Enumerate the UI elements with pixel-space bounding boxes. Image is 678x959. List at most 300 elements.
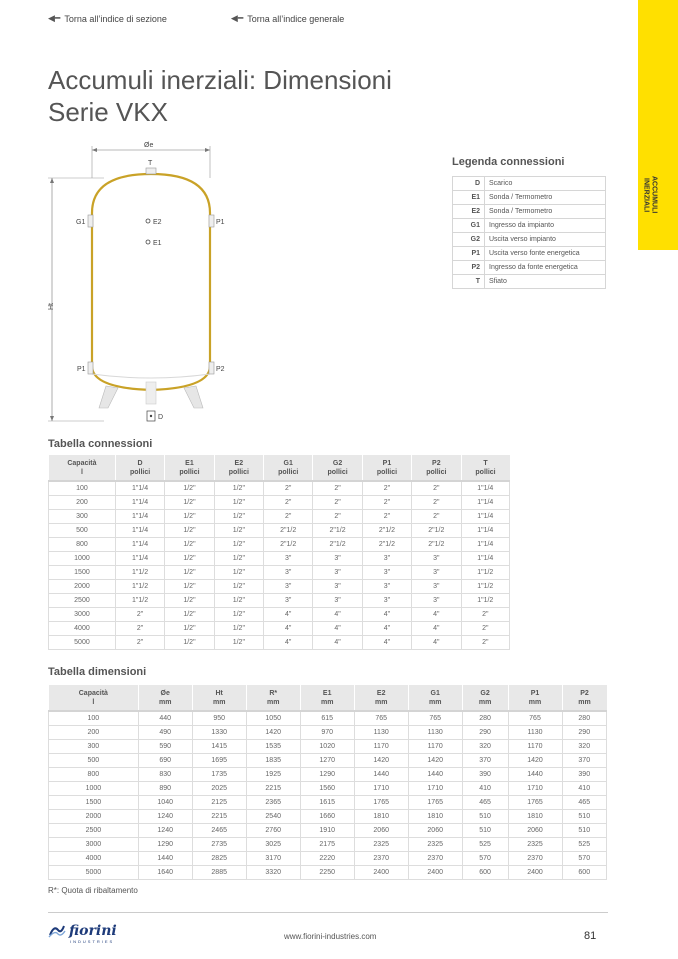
table-cell: 590 — [138, 739, 192, 753]
table-cell: 4" — [313, 607, 362, 621]
table-cell: 1170 — [354, 739, 408, 753]
section-side-tab — [638, 0, 678, 250]
table-cell: 490 — [138, 725, 192, 739]
table-cell: 2"1/2 — [412, 537, 461, 551]
column-header: E2 mm — [354, 685, 408, 711]
table-cell: 410 — [562, 781, 607, 795]
table-cell: 2" — [115, 635, 164, 649]
table-row — [49, 495, 510, 509]
table-cell: 4" — [412, 621, 461, 635]
table-row — [49, 809, 607, 823]
table-cell: 525 — [562, 837, 607, 851]
table-cell: 1050 — [246, 711, 300, 725]
table-cell: 1735 — [192, 767, 246, 781]
table-row — [49, 523, 510, 537]
table-cell: 1"1/4 — [461, 495, 509, 509]
table-row — [49, 795, 607, 809]
table-row — [49, 509, 510, 523]
legend-row: E1 Sonda / Termometro — [453, 191, 606, 205]
table-row — [49, 537, 510, 551]
table-cell: 2370 — [408, 851, 462, 865]
table-row — [49, 481, 510, 495]
table-cell: 3" — [264, 551, 313, 565]
table-cell: 4" — [362, 621, 411, 635]
g1-label: G1 — [76, 219, 86, 226]
table-cell: 4" — [264, 635, 313, 649]
tank-body — [92, 174, 210, 390]
table-cell: 2"1/2 — [313, 537, 362, 551]
page-title: Accumuli inerziali: Dimensioni Serie VKX — [48, 65, 392, 127]
table-cell: 2" — [362, 495, 411, 509]
column-header: R* mm — [246, 685, 300, 711]
table-cell: 5000 — [49, 635, 116, 649]
table-row — [49, 711, 607, 725]
legend-table — [452, 176, 606, 289]
table-cell: 280 — [462, 711, 508, 725]
table-cell: 3025 — [246, 837, 300, 851]
height-label: Ht — [48, 303, 55, 310]
table-cell: 1270 — [300, 753, 354, 767]
table-cell: 1810 — [354, 809, 408, 823]
table-cell: 3" — [313, 593, 362, 607]
table-cell: 2" — [264, 495, 313, 509]
table-cell: 2"1/2 — [264, 523, 313, 537]
table-cell: 1810 — [508, 809, 562, 823]
table-cell: 1910 — [300, 823, 354, 837]
legend-row: P2 Ingresso da fonte energetica — [453, 261, 606, 275]
table-cell: 1/2" — [165, 523, 214, 537]
table-cell: 1420 — [508, 753, 562, 767]
table-cell: 1/2" — [165, 579, 214, 593]
top-nav — [48, 13, 344, 24]
column-header: Øe mm — [138, 685, 192, 711]
table-cell: 1710 — [354, 781, 408, 795]
table-cell: 3" — [412, 579, 461, 593]
table-cell: 1/2" — [165, 565, 214, 579]
table-cell: 1170 — [508, 739, 562, 753]
table-cell: 3" — [412, 565, 461, 579]
table-cell: 2" — [412, 495, 461, 509]
table-cell: 1020 — [300, 739, 354, 753]
table-cell: 4000 — [49, 851, 139, 865]
table-cell: 510 — [462, 823, 508, 837]
table-cell: 3000 — [49, 837, 139, 851]
table-cell: 2400 — [354, 865, 408, 879]
table-cell: 1"1/4 — [461, 509, 509, 523]
table-cell: 4" — [362, 607, 411, 621]
table-cell: 2400 — [408, 865, 462, 879]
table-cell: 100 — [49, 711, 139, 725]
table-cell: 4" — [264, 621, 313, 635]
table-cell: 1290 — [138, 837, 192, 851]
table-cell: 1/2" — [214, 481, 263, 495]
table-cell: 1130 — [508, 725, 562, 739]
column-header: P2 pollici — [412, 455, 461, 481]
table-cell: 2220 — [300, 851, 354, 865]
table-row — [49, 767, 607, 781]
table-cell: 970 — [300, 725, 354, 739]
dimensions-title: Tabella dimensioni — [48, 666, 147, 678]
table-cell: 2370 — [354, 851, 408, 865]
table-cell: 1130 — [354, 725, 408, 739]
table-cell: 2370 — [508, 851, 562, 865]
column-header: G1 pollici — [264, 455, 313, 481]
table-cell: 2" — [362, 481, 411, 495]
table-cell: 2735 — [192, 837, 246, 851]
table-cell: 370 — [462, 753, 508, 767]
table-row — [49, 593, 510, 607]
table-cell: 2465 — [192, 823, 246, 837]
table-cell: 1925 — [246, 767, 300, 781]
table-cell: 3170 — [246, 851, 300, 865]
table-cell: 890 — [138, 781, 192, 795]
table-cell: 2215 — [192, 809, 246, 823]
table-cell: 1/2" — [165, 551, 214, 565]
table-cell: 2325 — [508, 837, 562, 851]
table-cell: 2000 — [49, 809, 139, 823]
column-header: E1 pollici — [165, 455, 214, 481]
table-cell: 2" — [264, 509, 313, 523]
table-cell: 2825 — [192, 851, 246, 865]
table-row — [49, 551, 510, 565]
table-cell: 1/2" — [165, 495, 214, 509]
table-cell: 200 — [49, 725, 139, 739]
table-cell: 1/2" — [214, 635, 263, 649]
table-cell: 1"1/4 — [461, 551, 509, 565]
table-cell: 1/2" — [214, 537, 263, 551]
table-cell: 465 — [562, 795, 607, 809]
column-header: P1 mm — [508, 685, 562, 711]
legend-row: P1 Uscita verso fonte energetica — [453, 247, 606, 261]
table-cell: 510 — [562, 823, 607, 837]
table-cell: 1330 — [192, 725, 246, 739]
table-cell: 290 — [562, 725, 607, 739]
legend-row: D Scarico — [453, 177, 606, 191]
table-cell: 2" — [313, 509, 362, 523]
table-cell: 1535 — [246, 739, 300, 753]
table-cell: 2" — [461, 607, 509, 621]
legend-row: G1 Ingresso da impianto — [453, 219, 606, 233]
table-cell: 2025 — [192, 781, 246, 795]
tank-leg-left — [99, 386, 118, 408]
table-cell: 1"1/2 — [461, 593, 509, 607]
column-header: T pollici — [461, 455, 509, 481]
table-cell: 100 — [49, 481, 116, 495]
table-cell: 1420 — [246, 725, 300, 739]
table-cell: 1290 — [300, 767, 354, 781]
table-row — [49, 725, 607, 739]
table-cell: 390 — [562, 767, 607, 781]
table-cell: 690 — [138, 753, 192, 767]
tank-leg-right — [184, 386, 203, 408]
table-cell: 570 — [562, 851, 607, 865]
table-cell: 2060 — [408, 823, 462, 837]
table-cell: 510 — [562, 809, 607, 823]
column-header: E1 mm — [300, 685, 354, 711]
table-cell: 1"1/4 — [115, 537, 164, 551]
table-cell: 1000 — [49, 781, 139, 795]
table-cell: 1000 — [49, 551, 116, 565]
table-cell: 1"1/2 — [115, 593, 164, 607]
table-cell: 4" — [313, 635, 362, 649]
table-cell: 1710 — [508, 781, 562, 795]
table-cell: 765 — [354, 711, 408, 725]
table-cell: 1040 — [138, 795, 192, 809]
table-cell: 2125 — [192, 795, 246, 809]
table-row — [49, 607, 510, 621]
table-cell: 1765 — [354, 795, 408, 809]
table-row — [49, 781, 607, 795]
table-cell: 2325 — [354, 837, 408, 851]
table-cell: 1/2" — [214, 495, 263, 509]
table-cell: 1"1/2 — [115, 565, 164, 579]
website-url[interactable]: www.fiorini-industries.com — [284, 932, 377, 941]
legend-row: T Sfiato — [453, 275, 606, 289]
table-cell: 1/2" — [165, 607, 214, 621]
table-cell: 1810 — [408, 809, 462, 823]
table-cell: 4" — [362, 635, 411, 649]
table-row — [49, 739, 607, 753]
table-cell: 3" — [412, 551, 461, 565]
back-arrow-icon: ◀━ — [230, 13, 244, 23]
column-header: D pollici — [115, 455, 164, 481]
table-cell: 1/2" — [165, 481, 214, 495]
table-header-row — [49, 685, 607, 711]
table-cell: 1170 — [408, 739, 462, 753]
table-cell: 1"1/4 — [115, 495, 164, 509]
table-cell: 2"1/2 — [313, 523, 362, 537]
table-cell: 2" — [264, 481, 313, 495]
table-cell: 1440 — [508, 767, 562, 781]
table-cell: 1440 — [408, 767, 462, 781]
table-cell: 615 — [300, 711, 354, 725]
t-label: T — [148, 160, 153, 167]
table-cell: 1/2" — [165, 635, 214, 649]
footnote: R*: Quota di ribaltamento — [48, 886, 138, 895]
table-cell: 290 — [462, 725, 508, 739]
legend-row: G2 Uscita verso impianto — [453, 233, 606, 247]
table-row — [49, 851, 607, 865]
table-cell: 1/2" — [165, 621, 214, 635]
table-cell: 3" — [264, 593, 313, 607]
table-cell: 3" — [313, 565, 362, 579]
table-cell: 3" — [362, 579, 411, 593]
table-row — [49, 635, 510, 649]
table-cell: 1130 — [408, 725, 462, 739]
table-cell: 2" — [115, 607, 164, 621]
table-header-row — [49, 455, 510, 481]
table-cell: 2250 — [300, 865, 354, 879]
table-row — [49, 823, 607, 837]
table-cell: 2" — [461, 621, 509, 635]
table-row — [49, 565, 510, 579]
connection-legend — [452, 156, 612, 289]
table-cell: 2500 — [49, 823, 139, 837]
back-arrow-icon: ◀━ — [48, 13, 61, 23]
table-cell: 1440 — [138, 851, 192, 865]
table-cell: 5000 — [49, 865, 139, 879]
table-cell: 2215 — [246, 781, 300, 795]
table-cell: 2325 — [408, 837, 462, 851]
table-cell: 2540 — [246, 809, 300, 823]
table-cell: 4" — [412, 607, 461, 621]
table-cell: 410 — [462, 781, 508, 795]
table-cell: 510 — [462, 809, 508, 823]
table-cell: 1640 — [138, 865, 192, 879]
table-row — [49, 579, 510, 593]
table-cell: 200 — [49, 495, 116, 509]
table-cell: 1765 — [408, 795, 462, 809]
table-cell: 1/2" — [214, 607, 263, 621]
table-cell: 1"1/2 — [461, 579, 509, 593]
table-cell: 300 — [49, 509, 116, 523]
table-cell: 3" — [264, 565, 313, 579]
table-cell: 525 — [462, 837, 508, 851]
table-cell: 4000 — [49, 621, 116, 635]
table-cell: 1500 — [49, 795, 139, 809]
column-header: Ht mm — [192, 685, 246, 711]
table-cell: 1/2" — [214, 551, 263, 565]
table-cell: 1660 — [300, 809, 354, 823]
e1-label: E1 — [153, 240, 162, 247]
table-cell: 2" — [412, 509, 461, 523]
table-cell: 3" — [362, 565, 411, 579]
section-tab-label: ACCUMULI INERZIALI — [642, 176, 658, 214]
table-cell: 600 — [562, 865, 607, 879]
table-cell: 570 — [462, 851, 508, 865]
table-cell: 390 — [462, 767, 508, 781]
legend-row: E2 Sonda / Termometro — [453, 205, 606, 219]
table-cell: 4" — [412, 635, 461, 649]
table-cell: 1"1/4 — [115, 509, 164, 523]
legend-title: Legenda connessioni — [452, 156, 565, 168]
dimensions-table — [48, 685, 607, 880]
table-cell: 1/2" — [214, 621, 263, 635]
table-cell: 2" — [362, 509, 411, 523]
table-cell: 2"1/2 — [264, 537, 313, 551]
table-cell: 1/2" — [214, 593, 263, 607]
table-cell: 2" — [412, 481, 461, 495]
table-cell: 3" — [362, 551, 411, 565]
tank-diagram — [44, 138, 244, 428]
p2-label: P2 — [216, 366, 225, 373]
table-cell: 1"1/4 — [461, 523, 509, 537]
table-cell: 1615 — [300, 795, 354, 809]
table-cell: 465 — [462, 795, 508, 809]
table-row — [49, 621, 510, 635]
table-cell: 2885 — [192, 865, 246, 879]
column-header: G2 mm — [462, 685, 508, 711]
table-cell: 1710 — [408, 781, 462, 795]
column-header: Capacità l — [49, 455, 116, 481]
table-cell: 1/2" — [165, 509, 214, 523]
table-cell: 3" — [313, 551, 362, 565]
connections-title: Tabella connessioni — [48, 438, 153, 450]
table-cell: 300 — [49, 739, 139, 753]
table-cell: 1/2" — [165, 593, 214, 607]
p1-bottom-label: P1 — [77, 366, 86, 373]
table-cell: 1/2" — [214, 509, 263, 523]
column-header: Capacità l — [49, 685, 139, 711]
general-index-link[interactable]: ◀━ Torna all’indice generale — [230, 13, 345, 24]
table-cell: 2"1/2 — [412, 523, 461, 537]
table-cell: 2365 — [246, 795, 300, 809]
table-cell: 2"1/2 — [362, 523, 411, 537]
table-cell: 280 — [562, 711, 607, 725]
table-cell: 1240 — [138, 823, 192, 837]
table-cell: 2" — [461, 635, 509, 649]
table-cell: 1560 — [300, 781, 354, 795]
table-cell: 1835 — [246, 753, 300, 767]
connections-table — [48, 455, 510, 650]
page-number: 81 — [584, 930, 597, 942]
table-cell: 1/2" — [214, 523, 263, 537]
diameter-label: Øe — [144, 142, 154, 149]
table-cell: 830 — [138, 767, 192, 781]
column-header: E2 pollici — [214, 455, 263, 481]
table-cell: 800 — [49, 537, 116, 551]
table-cell: 2400 — [508, 865, 562, 879]
table-cell: 765 — [508, 711, 562, 725]
table-cell: 1"1/4 — [461, 537, 509, 551]
table-cell: 2760 — [246, 823, 300, 837]
table-cell: 1420 — [354, 753, 408, 767]
column-header: G2 pollici — [313, 455, 362, 481]
table-cell: 2500 — [49, 593, 116, 607]
table-cell: 2" — [313, 495, 362, 509]
table-cell: 1500 — [49, 565, 116, 579]
column-header: P2 mm — [562, 685, 607, 711]
table-cell: 500 — [49, 753, 139, 767]
table-cell: 1/2" — [214, 565, 263, 579]
e2-label: E2 — [153, 219, 162, 226]
table-cell: 1415 — [192, 739, 246, 753]
table-row — [49, 753, 607, 767]
table-cell: 1/2" — [165, 537, 214, 551]
table-cell: 1"1/4 — [461, 481, 509, 495]
table-cell: 3" — [313, 579, 362, 593]
table-cell: 2000 — [49, 579, 116, 593]
table-row — [49, 865, 607, 879]
table-cell: 500 — [49, 523, 116, 537]
table-cell: 1"1/4 — [115, 551, 164, 565]
table-cell: 2" — [115, 621, 164, 635]
table-cell: 1420 — [408, 753, 462, 767]
table-cell: 1"1/4 — [115, 523, 164, 537]
table-cell: 1"1/2 — [461, 565, 509, 579]
table-cell: 3320 — [246, 865, 300, 879]
table-cell: 1440 — [354, 767, 408, 781]
table-row — [49, 837, 607, 851]
d-label: D — [158, 414, 164, 421]
table-cell: 320 — [562, 739, 607, 753]
table-cell: 3" — [362, 593, 411, 607]
table-cell: 1"1/4 — [115, 481, 164, 495]
column-header: P1 pollici — [362, 455, 411, 481]
table-cell: 950 — [192, 711, 246, 725]
table-cell: 2060 — [354, 823, 408, 837]
p1-top-label: P1 — [216, 219, 225, 226]
company-logo: fiorini INDUSTRIES — [48, 924, 117, 938]
table-cell: 370 — [562, 753, 607, 767]
section-index-link[interactable]: ◀━ Torna all’indice di sezione — [48, 13, 167, 24]
logo-wave-icon — [48, 924, 66, 938]
column-header: G1 mm — [408, 685, 462, 711]
table-cell: 2060 — [508, 823, 562, 837]
table-cell: 4" — [264, 607, 313, 621]
table-cell: 800 — [49, 767, 139, 781]
table-cell: 4" — [313, 621, 362, 635]
